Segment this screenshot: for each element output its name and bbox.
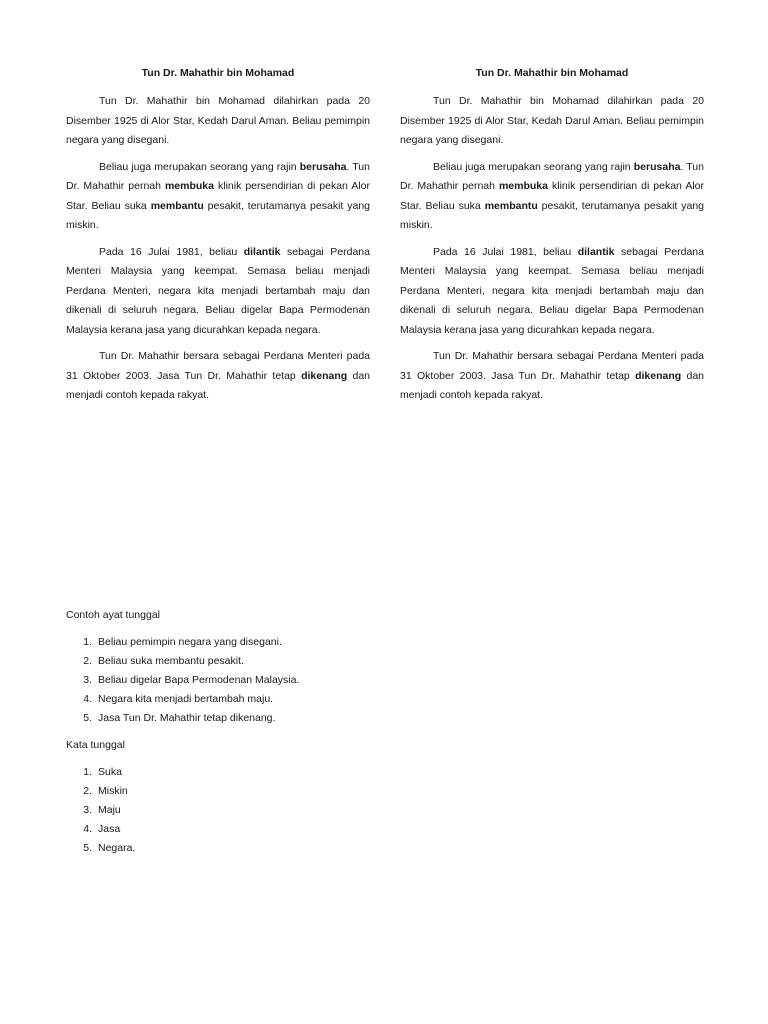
kata-tunggal-heading: Kata tunggal bbox=[66, 739, 125, 751]
paragraph-2 bbox=[66, 158, 370, 236]
list-item bbox=[66, 839, 466, 858]
text: . Tun Dr. Mahathir pernah bbox=[66, 160, 370, 192]
item-number: 2. bbox=[83, 655, 92, 667]
paragraph-4 bbox=[66, 347, 370, 406]
paragraph-4 bbox=[400, 347, 704, 406]
text: Tun Dr. Mahathir bersara sebagai Perdana Menteri pada 31 Oktober 2003. Jasa Tun Dr. Mahathir tetap bbox=[66, 350, 370, 382]
item-text: Beliau pemimpin negara yang disegani. bbox=[98, 636, 282, 648]
article-title: Tun Dr. Mahathir bin Mohamad bbox=[141, 67, 295, 79]
item-text: Negara. bbox=[98, 842, 136, 854]
item-number: 1. bbox=[83, 766, 92, 778]
exercise-section bbox=[66, 606, 466, 866]
bold-word: membantu bbox=[150, 199, 204, 212]
item-text: Miskin bbox=[98, 785, 128, 797]
text: Beliau juga merupakan seorang yang rajin bbox=[99, 160, 300, 173]
paragraph-1: Tun Dr. Mahathir bin Mohamad dilahirkan pada 20 Disember 1925 di Alor Star, Kedah Darul Aman. Beliau pemimpin negara yang disegani. bbox=[400, 95, 704, 146]
item-number: 3. bbox=[83, 804, 92, 816]
item-number: 4. bbox=[83, 823, 92, 835]
article-title: Tun Dr. Mahathir bin Mohamad bbox=[475, 67, 629, 79]
item-number: 4. bbox=[83, 693, 92, 705]
article-left-column bbox=[66, 66, 370, 413]
contoh-ayat-heading: Contoh ayat tunggal bbox=[66, 609, 160, 621]
item-text: Jasa Tun Dr. Mahathir tetap dikenang. bbox=[98, 712, 276, 724]
bold-word: membantu bbox=[484, 199, 538, 212]
list-item bbox=[66, 633, 466, 652]
text: pesakit, terutamanya pesakit yang miskin. bbox=[400, 199, 704, 231]
bold-word: berusaha bbox=[633, 160, 681, 173]
text: Pada 16 Julai 1981, beliau bbox=[433, 245, 578, 258]
list-item bbox=[66, 690, 466, 709]
item-number: 2. bbox=[83, 785, 92, 797]
text: pesakit, terutamanya pesakit yang miskin. bbox=[66, 199, 370, 231]
text: klinik persendirian di pekan Alor Star. Beliau suka bbox=[66, 180, 370, 212]
text: dan menjadi contoh kepada rakyat. bbox=[400, 369, 704, 401]
text: Beliau juga merupakan seorang yang rajin bbox=[433, 160, 634, 173]
list-item bbox=[66, 820, 466, 839]
list-item bbox=[66, 652, 466, 671]
bold-word: membuka bbox=[498, 180, 548, 192]
kata-tunggal-list bbox=[66, 763, 466, 858]
text: dan menjadi contoh kepada rakyat. bbox=[66, 369, 370, 401]
bold-word: dikenang bbox=[635, 369, 682, 382]
list-item bbox=[66, 801, 466, 820]
item-text: Suka bbox=[98, 766, 122, 778]
item-number: 5. bbox=[83, 842, 92, 854]
article-right-column bbox=[400, 66, 704, 413]
item-text: Beliau digelar Bapa Permodenan Malaysia. bbox=[98, 674, 300, 686]
item-text: Maju bbox=[98, 804, 121, 816]
bold-word: dikenang bbox=[301, 369, 348, 382]
paragraph-3 bbox=[400, 243, 704, 341]
paragraph-3 bbox=[66, 243, 370, 341]
list-item bbox=[66, 763, 466, 782]
text: sebagai Perdana Menteri Malaysia yang keempat. Semasa beliau menjadi Perdana Menteri, negara kita menjadi bertambah maju dan dikenali di seluruh negara. Beliau digelar Bapa Permodenan Malaysia kerana jasa yang dicurahkan kepada negara. bbox=[400, 245, 704, 336]
text: Pada 16 Julai 1981, beliau bbox=[99, 245, 244, 258]
text: . Tun Dr. Mahathir pernah bbox=[400, 160, 704, 192]
item-text: Jasa bbox=[98, 823, 121, 835]
bold-word: dilantik bbox=[577, 245, 615, 258]
item-text: Negara kita menjadi bertambah maju. bbox=[98, 693, 274, 705]
text: sebagai Perdana Menteri Malaysia yang keempat. Semasa beliau menjadi Perdana Menteri, negara kita menjadi bertambah maju dan dikenali di seluruh negara. Beliau digelar Bapa Permodenan Malaysia kerana jasa yang dicurahkan kepada negara. bbox=[66, 245, 370, 336]
list-item bbox=[66, 709, 466, 728]
contoh-ayat-list bbox=[66, 633, 466, 728]
text: Tun Dr. Mahathir bersara sebagai Perdana Menteri pada 31 Oktober 2003. Jasa Tun Dr. Mahathir tetap bbox=[400, 350, 704, 382]
text: klinik persendirian di pekan Alor Star. Beliau suka bbox=[400, 180, 704, 212]
list-item bbox=[66, 671, 466, 690]
paragraph-2 bbox=[400, 158, 704, 236]
bold-word: membuka bbox=[164, 180, 214, 192]
item-text: Beliau suka membantu pesakit. bbox=[98, 655, 244, 667]
item-number: 1. bbox=[83, 636, 92, 648]
bold-word: dilantik bbox=[243, 245, 281, 258]
paragraph-1: Tun Dr. Mahathir bin Mohamad dilahirkan pada 20 Disember 1925 di Alor Star, Kedah Darul Aman. Beliau pemimpin negara yang disegani. bbox=[66, 95, 370, 146]
item-number: 5. bbox=[83, 712, 92, 724]
item-number: 3. bbox=[83, 674, 92, 686]
bold-word: berusaha bbox=[299, 160, 347, 173]
list-item bbox=[66, 782, 466, 801]
